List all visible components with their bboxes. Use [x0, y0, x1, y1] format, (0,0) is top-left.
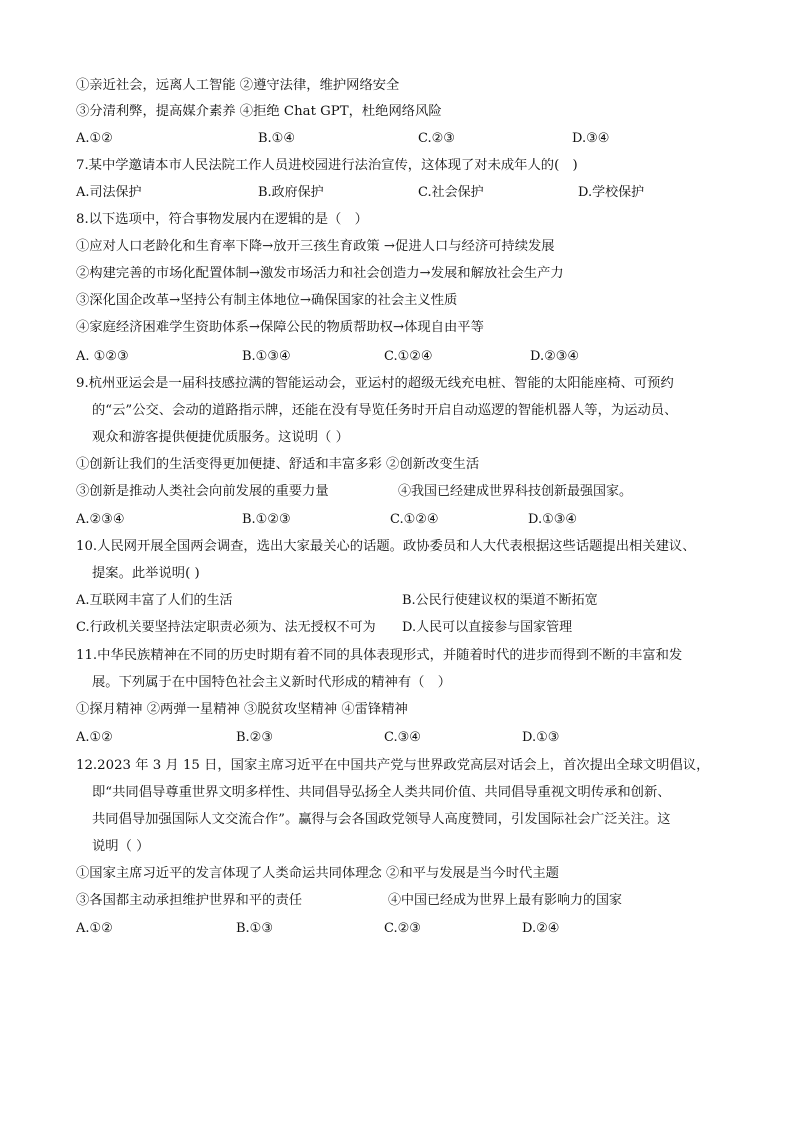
q8-statement-3: ③深化国企改革→坚持公有制主体地位→确保国家的社会主义性质: [76, 293, 458, 308]
q12-stem-line-3: 共同倡导加强国际人文交流合作”。赢得与会各国政党领导人高度赞同，引发国际社会广泛关注。这: [92, 812, 671, 827]
q9-option-b: B.①②③: [242, 512, 291, 527]
q11-option-c: C.③④: [384, 730, 421, 745]
q11-option-a: A.①②: [76, 730, 113, 745]
q8-option-b: B.①③④: [242, 349, 291, 364]
q11-stem-line-1: 11.中华民族精神在不同的历史时期有着不同的具体表现形式，并随着时代的进步而得到不断的丰富和发: [76, 648, 683, 663]
q8-option-c: C.①②④: [384, 349, 433, 364]
q8-statement-4: ④家庭经济困难学生资助体系→保障公民的物质帮助权→体现自由平等: [76, 320, 484, 335]
q12-option-c: C.②③: [384, 921, 421, 936]
q8-stem: 8.以下选项中，符合事物发展内在逻辑的是（ ）: [76, 212, 368, 227]
q9-statement-3: ③创新是推动人类社会向前发展的重要力量: [76, 484, 329, 499]
q12-stem-line-1: 12.2023 年 3 月 15 日，国家主席习近平在中国共产党与世界政党高层对话会上，首次提出全球文明倡议，: [76, 758, 710, 773]
q7-option-c: C.社会保护: [418, 185, 484, 200]
q9-statement-1-2: ①创新让我们的生活变得更加便捷、舒适和丰富多彩 ②创新改变生活: [76, 457, 480, 472]
q12-stem-line-4: 说明（ ）: [92, 839, 150, 854]
q9-option-a: A.②③④: [76, 512, 125, 527]
q8-option-d: D.②③④: [530, 349, 580, 364]
q6-option-b: B.①④: [258, 131, 295, 146]
q6-option-d: D.③④: [572, 131, 610, 146]
q9-stem-line-3: 观众和游客提供便捷优质服务。这说明（ ）: [92, 430, 349, 445]
q10-option-a: A.互联网丰富了人们的生活: [76, 593, 233, 608]
q12-statement-3: ③各国都主动承担维护世界和平的责任: [76, 893, 303, 908]
q11-option-d: D.①③: [522, 730, 560, 745]
q12-option-d: D.②④: [522, 921, 560, 936]
q12-statement-4: ④中国已经成为世界上最有影响力的国家: [388, 893, 623, 908]
q7-option-a: A.司法保护: [76, 185, 142, 200]
q9-option-d: D.①③④: [528, 512, 578, 527]
q11-stem-line-2: 展。下列属于在中国特色社会主义新时代形成的精神有（ ）: [92, 675, 452, 690]
q10-option-d: D.人民可以直接参与国家管理: [402, 620, 573, 635]
q12-option-a: A.①②: [76, 921, 113, 936]
q8-option-a: A. ①②③: [76, 349, 129, 364]
q9-option-c: C.①②④: [390, 512, 439, 527]
q7-option-b: B.政府保护: [258, 185, 324, 200]
q10-option-b: B.公民行使建议权的渠道不断拓宽: [402, 593, 598, 608]
q9-stem-line-1: 9.杭州亚运会是一届科技感拉满的智能运动会，亚运村的超级无线充电桩、智能的太阳能座椅、可预约: [76, 376, 674, 391]
q7-stem: 7.某中学邀请本市人民法院工作人员进校园进行法治宣传，这体现了对未成年人的( ): [76, 158, 578, 173]
q9-stem-line-2: 的“云”公交、会动的道路指示牌，还能在没有导览任务时开启自动巡逻的智能机器人等，为运动员、: [92, 403, 678, 418]
q9-statement-4: ④我国已经建成世界科技创新最强国家。: [398, 484, 633, 499]
q10-stem-line-2: 提案。此举说明( ): [92, 566, 200, 581]
q12-stem-line-2: 即“共同倡导尊重世界文明多样性、共同倡导弘扬全人类共同价值、共同倡导重视文明传承和创新、: [92, 785, 671, 800]
q10-stem-line-1: 10.人民网开展全国两会调查，选出大家最关心的话题。政协委员和人大代表根据这些话题提出相关建议、: [76, 539, 696, 554]
q8-statement-1: ①应对人口老龄化和生育率下降→放开三孩生育政策 →促进人口与经济可持续发展: [76, 239, 555, 254]
q8-statement-2: ②构建完善的市场化配置体制→激发市场活力和社会创造力→发展和解放社会生产力: [76, 266, 564, 281]
q7-option-d: D.学校保护: [578, 185, 645, 200]
q12-statement-1-2: ①国家主席习近平的发言体现了人类命运共同体理念 ②和平与发展是当今时代主题: [76, 866, 559, 881]
q6-option-c: C.②③: [418, 131, 455, 146]
q10-option-c: C.行政机关要坚持法定职责必须为、法无授权不可为: [76, 620, 376, 635]
q6-option-a: A.①②: [76, 131, 113, 146]
q6-statement-line-1: ①亲近社会，远离人工智能 ②遵守法律，维护网络安全: [76, 78, 400, 93]
q12-option-b: B.①③: [236, 921, 273, 936]
q11-items: ①探月精神 ②两弹一星精神 ③脱贫攻坚精神 ④雷锋精神: [76, 702, 408, 717]
q11-option-b: B.②③: [236, 730, 273, 745]
q6-statement-line-2: ③分清利弊，提高媒介素养 ④拒绝 Chat GPT，杜绝网络风险: [76, 104, 442, 119]
